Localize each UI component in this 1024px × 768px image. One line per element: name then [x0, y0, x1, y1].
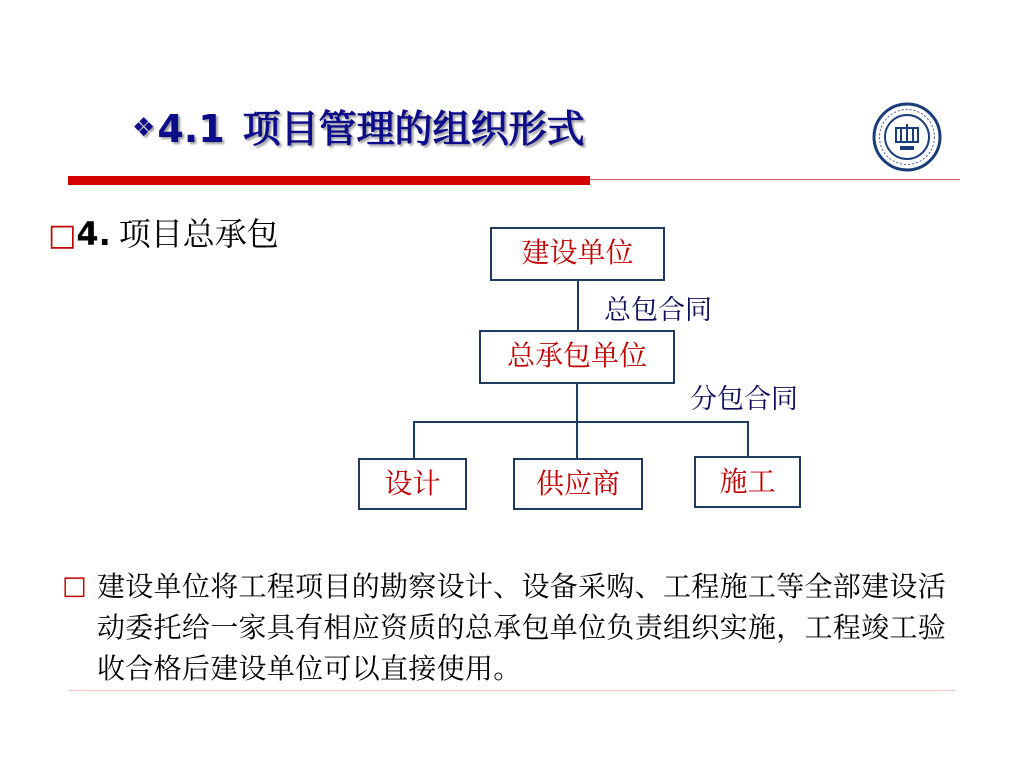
title-number: 4.1 [157, 107, 225, 151]
connector-branch-design [413, 421, 415, 458]
connector-branch-construction [747, 421, 749, 456]
university-seal-icon [872, 102, 942, 172]
title-underline-thin [590, 179, 960, 180]
node-client: 建设单位 [490, 227, 665, 281]
node-general-contractor: 总承包单位 [479, 330, 675, 384]
node-design: 设计 [358, 458, 467, 510]
footer-divider [68, 690, 956, 691]
node-construction: 施工 [694, 456, 801, 508]
body-paragraph [62, 566, 962, 689]
title-text: 项目管理的组织形式 [242, 107, 585, 151]
connector-branch-horizontal [413, 421, 749, 423]
subheading-text: 项目总承包 [118, 215, 279, 253]
diamond-bullet-icon: ❖ [132, 113, 156, 143]
subheading [48, 214, 279, 256]
square-bullet-icon: □ [48, 218, 77, 253]
title-underline-red [68, 176, 590, 185]
edge-label-main-contract: 总包合同 [604, 295, 712, 326]
node-supplier: 供应商 [513, 458, 643, 510]
connector-gc-to-branch [576, 384, 578, 422]
slide-title [132, 104, 585, 153]
body-text: 建设单位将工程项目的勘察设计、设备采购、工程施工等全部建设活动委托给一家具有相应资质的总承包单位负责组织实施，工程竣工验收合格后建设单位可以直接使用。 [97, 570, 947, 685]
edge-label-subcontract: 分包合同 [690, 384, 798, 415]
connector-client-to-gc [577, 281, 579, 330]
subheading-number: 4. [76, 215, 111, 253]
connector-branch-supplier [576, 421, 578, 458]
square-bullet-icon: □ [62, 571, 87, 601]
